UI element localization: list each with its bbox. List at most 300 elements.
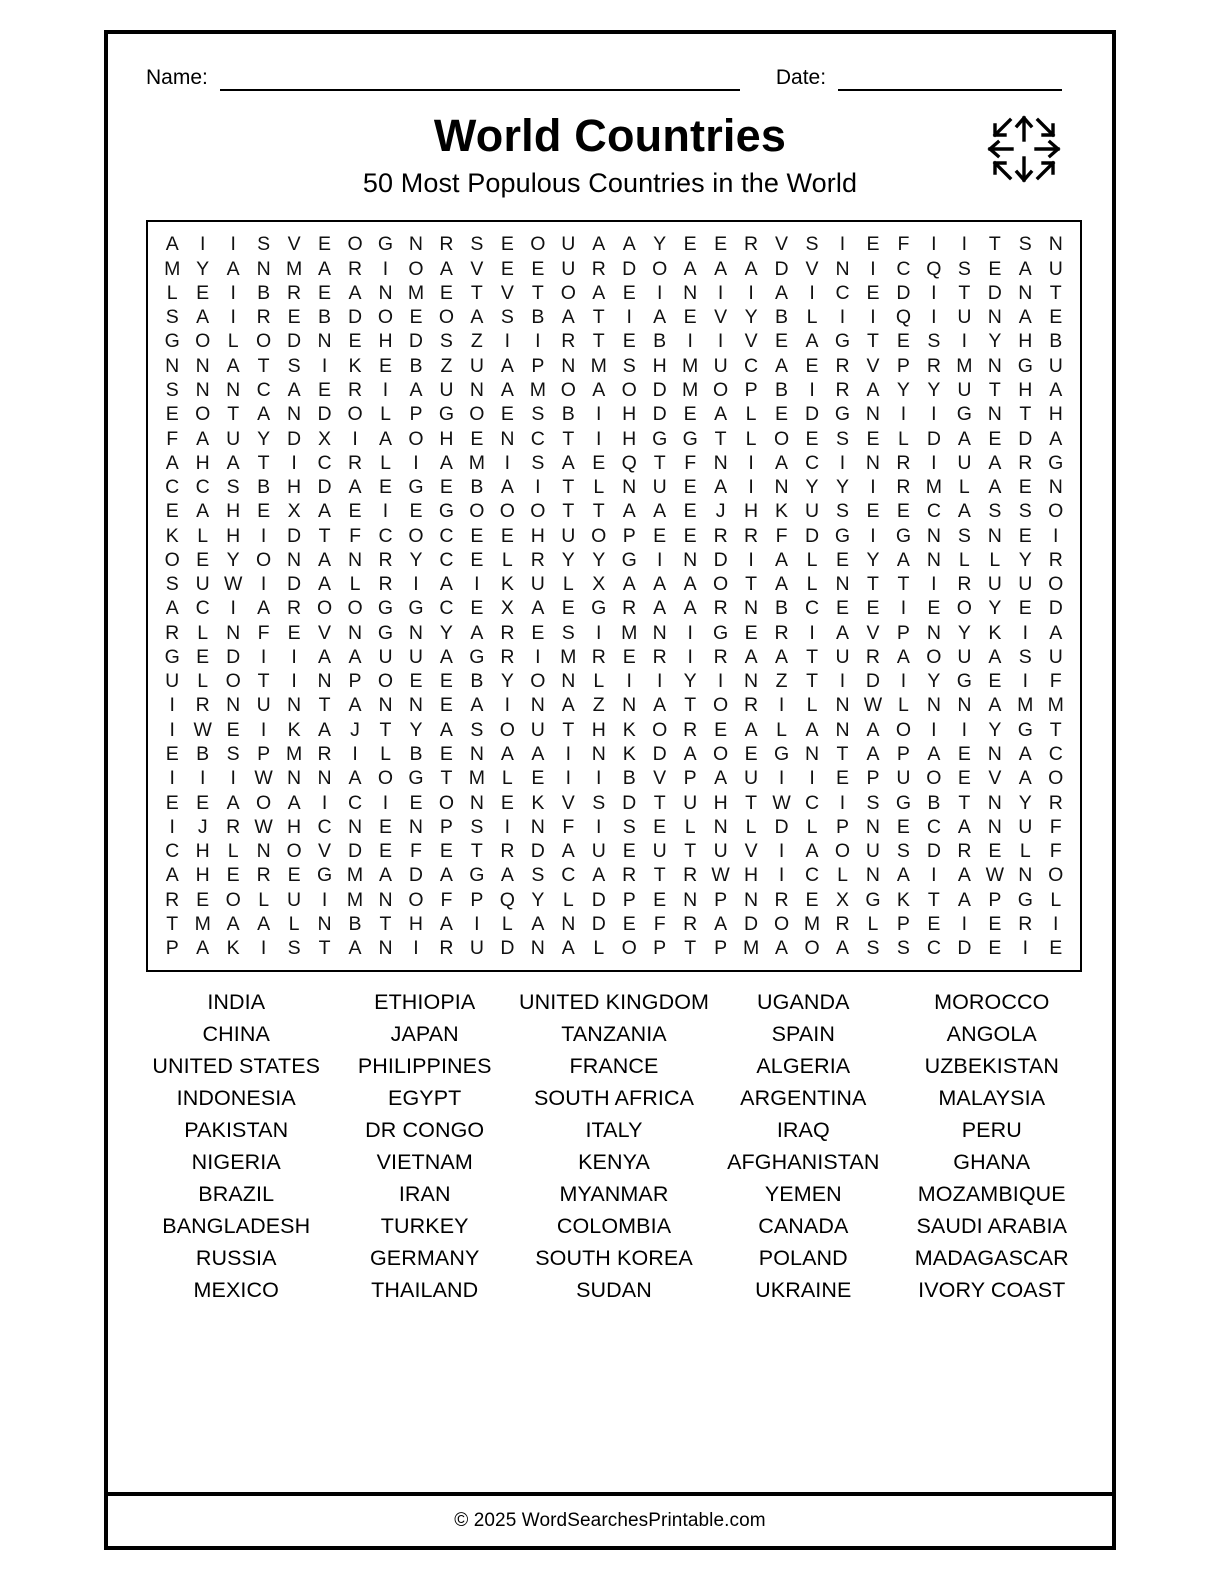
grid-cell[interactable]: U	[957, 378, 972, 401]
grid-cell[interactable]: E	[561, 597, 575, 620]
grid-cell[interactable]: U	[561, 524, 576, 547]
grid-cell[interactable]: P	[835, 815, 849, 838]
grid-cell[interactable]: N	[957, 694, 972, 717]
grid-cell[interactable]: L	[562, 573, 574, 596]
grid-cell[interactable]: R	[713, 645, 728, 668]
grid-cell[interactable]: N	[835, 694, 850, 717]
grid-cell[interactable]: I	[199, 233, 206, 256]
grid-cell[interactable]: I	[321, 791, 328, 814]
grid-cell[interactable]: N	[591, 742, 606, 765]
grid-cell[interactable]: I	[931, 451, 937, 474]
grid-cell[interactable]: E	[500, 524, 514, 547]
grid-cell[interactable]: U	[957, 306, 972, 329]
grid-cell[interactable]: I	[230, 233, 236, 256]
grid-cell[interactable]: E	[957, 767, 971, 790]
grid-cell[interactable]: J	[197, 815, 208, 838]
grid-cell[interactable]: E	[896, 330, 910, 353]
grid-cell[interactable]: A	[348, 476, 362, 499]
grid-cell[interactable]: H	[744, 500, 759, 523]
grid-cell[interactable]: U	[957, 645, 972, 668]
grid-cell[interactable]: I	[961, 330, 968, 353]
grid-cell[interactable]: N	[561, 354, 576, 377]
grid-cell[interactable]: N	[622, 476, 637, 499]
grid-cell[interactable]: A	[988, 476, 1002, 499]
grid-cell[interactable]: I	[230, 281, 236, 304]
grid-cell[interactable]: H	[652, 354, 667, 377]
grid-cell[interactable]: O	[926, 767, 942, 790]
grid-cell[interactable]: O	[1048, 573, 1064, 596]
grid-cell[interactable]: O	[713, 742, 729, 765]
grid-cell[interactable]: A	[1018, 306, 1032, 329]
grid-cell[interactable]: R	[347, 451, 363, 474]
grid-cell[interactable]: T	[958, 791, 971, 814]
grid-cell[interactable]: C	[195, 476, 210, 499]
grid-cell[interactable]: E	[470, 427, 484, 450]
grid-cell[interactable]: U	[652, 476, 667, 499]
grid-cell[interactable]: I	[260, 573, 267, 596]
grid-cell[interactable]: Y	[988, 718, 1002, 741]
grid-cell[interactable]: T	[531, 281, 544, 304]
grid-cell[interactable]: E	[592, 451, 606, 474]
grid-cell[interactable]: V	[500, 281, 514, 304]
grid-cell[interactable]: W	[985, 864, 1005, 887]
grid-cell[interactable]: C	[378, 524, 393, 547]
grid-cell[interactable]: U	[804, 500, 820, 523]
grid-cell[interactable]: N	[835, 573, 850, 596]
grid-cell[interactable]: V	[470, 257, 484, 280]
grid-cell[interactable]: B	[1049, 330, 1063, 353]
grid-cell[interactable]: D	[347, 306, 363, 329]
grid-cell[interactable]: A	[988, 645, 1002, 668]
grid-cell[interactable]: A	[378, 864, 392, 887]
word-list-item[interactable]: ANGOLA	[946, 1022, 1037, 1046]
grid-cell[interactable]: A	[683, 257, 697, 280]
grid-cell[interactable]: M	[1017, 694, 1034, 717]
grid-cell[interactable]: I	[900, 670, 907, 693]
grid-cell[interactable]: O	[560, 378, 576, 401]
grid-cell[interactable]: N	[378, 694, 393, 717]
grid-cell[interactable]: E	[409, 306, 423, 329]
grid-cell[interactable]: I	[474, 912, 480, 935]
grid-cell[interactable]: U	[1018, 815, 1033, 838]
grid-cell[interactable]: E	[409, 500, 423, 523]
grid-cell[interactable]: T	[653, 864, 666, 887]
grid-cell[interactable]: N	[987, 306, 1002, 329]
grid-cell[interactable]: B	[348, 912, 362, 935]
grid-cell[interactable]: E	[196, 645, 210, 668]
word-list-item[interactable]: TURKEY	[380, 1214, 469, 1238]
grid-cell[interactable]: E	[165, 742, 179, 765]
grid-cell[interactable]: E	[378, 354, 392, 377]
grid-cell[interactable]: L	[349, 573, 361, 596]
grid-cell[interactable]: T	[257, 670, 270, 693]
word-list-item[interactable]: EGYPT	[388, 1086, 462, 1110]
grid-cell[interactable]: I	[748, 548, 754, 571]
grid-cell[interactable]: H	[195, 451, 210, 474]
grid-cell[interactable]: N	[408, 694, 423, 717]
grid-cell[interactable]: I	[1022, 937, 1028, 960]
grid-cell[interactable]: I	[260, 718, 267, 741]
grid-cell[interactable]: B	[775, 378, 789, 401]
grid-cell[interactable]: E	[714, 718, 728, 741]
grid-cell[interactable]: A	[866, 742, 880, 765]
grid-cell[interactable]: A	[348, 281, 362, 304]
grid-cell[interactable]: T	[562, 500, 575, 523]
grid-cell[interactable]: O	[408, 888, 424, 911]
grid-cell[interactable]: I	[931, 718, 937, 741]
grid-cell[interactable]: R	[865, 645, 880, 668]
grid-cell[interactable]: N	[987, 815, 1002, 838]
grid-cell[interactable]: L	[593, 937, 605, 960]
grid-cell[interactable]: E	[439, 281, 453, 304]
grid-cell[interactable]: M	[956, 354, 973, 377]
grid-cell[interactable]: K	[348, 354, 362, 377]
grid-cell[interactable]: A	[714, 476, 728, 499]
grid-cell[interactable]: H	[378, 330, 393, 353]
grid-cell[interactable]: M	[194, 912, 211, 935]
grid-cell[interactable]: H	[622, 427, 637, 450]
grid-cell[interactable]: I	[413, 451, 419, 474]
grid-cell[interactable]: A	[592, 378, 606, 401]
grid-cell[interactable]: O	[164, 548, 180, 571]
grid-cell[interactable]: O	[591, 524, 607, 547]
grid-cell[interactable]: R	[317, 742, 332, 765]
grid-cell[interactable]: I	[504, 815, 511, 838]
grid-cell[interactable]: N	[317, 767, 332, 790]
grid-cell[interactable]: O	[773, 427, 790, 450]
grid-cell[interactable]: R	[683, 718, 698, 741]
word-list-item[interactable]: SOUTH KOREA	[535, 1246, 693, 1270]
grid-cell[interactable]: A	[531, 912, 545, 935]
grid-cell[interactable]: Q	[895, 306, 911, 329]
grid-cell[interactable]: U	[865, 840, 880, 863]
grid-cell[interactable]: N	[226, 621, 241, 644]
grid-cell[interactable]: A	[409, 378, 423, 401]
grid-cell[interactable]: S	[531, 864, 545, 887]
grid-cell[interactable]: I	[596, 815, 602, 838]
grid-cell[interactable]: N	[530, 937, 545, 960]
grid-cell[interactable]: E	[988, 937, 1002, 960]
grid-cell[interactable]: L	[593, 476, 605, 499]
grid-cell[interactable]: I	[321, 354, 328, 377]
word-list-item[interactable]: UNITED KINGDOM	[518, 990, 710, 1014]
grid-cell[interactable]: Q	[621, 451, 637, 474]
grid-cell[interactable]: A	[531, 597, 545, 620]
grid-cell[interactable]: I	[352, 742, 358, 765]
grid-cell[interactable]: Y	[500, 670, 514, 693]
grid-cell[interactable]: E	[226, 864, 240, 887]
word-list-item[interactable]: POLAND	[758, 1246, 848, 1270]
grid-cell[interactable]: E	[835, 767, 849, 790]
grid-cell[interactable]: N	[378, 888, 393, 911]
grid-cell[interactable]: C	[926, 500, 941, 523]
grid-cell[interactable]: R	[530, 548, 545, 571]
grid-cell[interactable]: S	[470, 233, 484, 256]
word-list-item[interactable]: ALGERIA	[756, 1054, 851, 1078]
grid-cell[interactable]: D	[987, 281, 1002, 304]
word-search-grid[interactable]	[146, 220, 1082, 972]
grid-cell[interactable]: I	[839, 451, 846, 474]
grid-cell[interactable]: E	[805, 888, 819, 911]
grid-cell[interactable]: E	[1018, 597, 1032, 620]
grid-cell[interactable]: S	[866, 791, 880, 814]
grid-cell[interactable]: R	[835, 378, 850, 401]
grid-cell[interactable]: N	[561, 912, 576, 935]
grid-cell[interactable]: W	[863, 694, 883, 717]
grid-cell[interactable]: N	[530, 815, 545, 838]
grid-cell[interactable]: C	[439, 524, 454, 547]
grid-cell[interactable]: Z	[775, 670, 788, 693]
grid-cell[interactable]: C	[317, 451, 332, 474]
grid-cell[interactable]: I	[870, 257, 876, 280]
grid-cell[interactable]: E	[1018, 524, 1032, 547]
grid-cell[interactable]: H	[287, 476, 302, 499]
grid-cell[interactable]: S	[561, 621, 575, 644]
grid-cell[interactable]: C	[439, 597, 454, 620]
word-list-item[interactable]: VIETNAM	[376, 1150, 473, 1174]
grid-cell[interactable]: A	[653, 306, 667, 329]
grid-cell[interactable]: K	[287, 718, 301, 741]
grid-cell[interactable]: E	[439, 742, 453, 765]
grid-cell[interactable]: G	[438, 403, 454, 426]
grid-cell[interactable]: O	[530, 670, 546, 693]
grid-cell[interactable]: T	[684, 840, 697, 863]
grid-cell[interactable]: T	[318, 937, 331, 960]
grid-cell[interactable]: E	[196, 548, 210, 571]
grid-cell[interactable]: E	[409, 791, 423, 814]
grid-cell[interactable]: U	[896, 767, 911, 790]
grid-cell[interactable]: I	[778, 767, 785, 790]
grid-cell[interactable]: N	[835, 257, 850, 280]
grid-cell[interactable]: Y	[927, 378, 941, 401]
grid-cell[interactable]: D	[530, 840, 545, 863]
grid-cell[interactable]: R	[195, 694, 210, 717]
grid-cell[interactable]: O	[895, 718, 911, 741]
grid-cell[interactable]: L	[806, 815, 818, 838]
grid-cell[interactable]: T	[318, 694, 331, 717]
grid-cell[interactable]: U	[195, 573, 210, 596]
grid-cell[interactable]: S	[470, 718, 484, 741]
grid-cell[interactable]: A	[318, 645, 332, 668]
grid-cell[interactable]: W	[254, 767, 273, 790]
grid-cell[interactable]: A	[775, 281, 789, 304]
grid-cell[interactable]: J	[715, 500, 726, 523]
grid-cell[interactable]: P	[622, 888, 636, 911]
grid-cell[interactable]: I	[626, 670, 632, 693]
grid-cell[interactable]: P	[348, 670, 362, 693]
grid-cell[interactable]: A	[165, 451, 179, 474]
grid-cell[interactable]: K	[988, 621, 1002, 644]
grid-cell[interactable]: V	[866, 621, 880, 644]
grid-cell[interactable]: O	[256, 791, 272, 814]
grid-cell[interactable]: A	[348, 645, 362, 668]
grid-cell[interactable]: O	[1048, 500, 1064, 523]
grid-cell[interactable]: N	[561, 670, 576, 693]
grid-cell[interactable]: C	[1048, 742, 1063, 765]
grid-cell[interactable]: T	[927, 888, 940, 911]
grid-cell[interactable]: N	[744, 597, 759, 620]
grid-cell[interactable]: H	[195, 840, 210, 863]
grid-cell[interactable]: N	[347, 548, 363, 571]
grid-cell[interactable]: T	[562, 718, 575, 741]
grid-cell[interactable]: G	[377, 597, 394, 620]
grid-cell[interactable]: A	[744, 257, 758, 280]
grid-cell[interactable]: L	[593, 670, 605, 693]
grid-cell[interactable]: H	[591, 718, 606, 741]
grid-cell[interactable]: L	[806, 548, 818, 571]
grid-cell[interactable]: E	[622, 840, 636, 863]
grid-cell[interactable]: U	[256, 694, 271, 717]
grid-cell[interactable]: T	[592, 500, 605, 523]
grid-cell[interactable]: H	[226, 524, 241, 547]
grid-cell[interactable]: A	[835, 937, 849, 960]
grid-cell[interactable]: P	[409, 403, 423, 426]
grid-cell[interactable]: S	[287, 354, 301, 377]
grid-cell[interactable]: G	[865, 888, 881, 911]
grid-cell[interactable]: L	[380, 742, 391, 765]
grid-cell[interactable]: H	[744, 864, 759, 887]
grid-cell[interactable]: S	[622, 815, 636, 838]
grid-cell[interactable]: O	[408, 524, 424, 547]
grid-cell[interactable]: I	[321, 888, 328, 911]
grid-cell[interactable]: N	[1018, 281, 1033, 304]
grid-cell[interactable]: G	[1017, 354, 1033, 377]
grid-cell[interactable]: A	[775, 573, 789, 596]
grid-cell[interactable]: A	[561, 937, 575, 960]
letter-grid[interactable]	[157, 233, 1071, 961]
grid-cell[interactable]: E	[988, 670, 1002, 693]
grid-cell[interactable]: T	[592, 330, 605, 353]
grid-cell[interactable]: V	[775, 233, 789, 256]
grid-cell[interactable]: I	[931, 306, 937, 329]
grid-cell[interactable]: I	[565, 767, 571, 790]
grid-cell[interactable]: R	[500, 645, 515, 668]
word-list-item[interactable]: GHANA	[953, 1150, 1031, 1174]
grid-cell[interactable]: Y	[835, 476, 849, 499]
grid-cell[interactable]: N	[408, 815, 423, 838]
grid-cell[interactable]: A	[318, 257, 332, 280]
word-list-item[interactable]: PERU	[961, 1118, 1022, 1142]
grid-cell[interactable]: A	[714, 767, 728, 790]
grid-cell[interactable]: L	[501, 767, 513, 790]
grid-cell[interactable]: N	[347, 815, 363, 838]
grid-cell[interactable]: I	[169, 718, 175, 741]
grid-cell[interactable]: R	[835, 354, 850, 377]
grid-cell[interactable]: I	[900, 403, 907, 426]
grid-cell[interactable]: A	[348, 694, 362, 717]
grid-cell[interactable]: F	[409, 840, 422, 863]
grid-cell[interactable]: R	[744, 233, 759, 256]
grid-cell[interactable]: V	[287, 233, 301, 256]
grid-cell[interactable]: G	[438, 500, 454, 523]
grid-cell[interactable]: N	[987, 742, 1002, 765]
grid-cell[interactable]: M	[682, 378, 699, 401]
grid-cell[interactable]: A	[653, 597, 667, 620]
grid-cell[interactable]: G	[621, 548, 637, 571]
grid-cell[interactable]: D	[652, 742, 667, 765]
grid-cell[interactable]: V	[318, 840, 332, 863]
grid-cell[interactable]: E	[744, 742, 758, 765]
grid-cell[interactable]: W	[254, 815, 273, 838]
grid-cell[interactable]: R	[226, 815, 241, 838]
grid-cell[interactable]: A	[500, 742, 514, 765]
grid-cell[interactable]: K	[500, 573, 514, 596]
grid-cell[interactable]: L	[258, 888, 270, 911]
name-input-line[interactable]	[220, 69, 740, 91]
grid-cell[interactable]: U	[1048, 645, 1063, 668]
grid-cell[interactable]: Y	[653, 233, 667, 256]
grid-cell[interactable]: D	[226, 645, 241, 668]
grid-cell[interactable]: E	[957, 742, 971, 765]
grid-cell[interactable]: U	[1048, 354, 1063, 377]
grid-cell[interactable]: I	[596, 427, 602, 450]
grid-cell[interactable]: G	[316, 864, 333, 887]
grid-cell[interactable]: N	[226, 378, 241, 401]
grid-cell[interactable]: E	[531, 767, 545, 790]
grid-cell[interactable]: C	[744, 354, 759, 377]
grid-cell[interactable]: A	[775, 937, 789, 960]
grid-cell[interactable]: H	[622, 403, 637, 426]
grid-cell[interactable]: U	[530, 573, 545, 596]
grid-cell[interactable]: M	[621, 621, 638, 644]
grid-cell[interactable]: I	[230, 767, 236, 790]
grid-cell[interactable]: I	[230, 597, 236, 620]
grid-cell[interactable]: E	[988, 912, 1002, 935]
grid-cell[interactable]: E	[348, 330, 362, 353]
grid-cell[interactable]: G	[895, 524, 911, 547]
grid-cell[interactable]: E	[500, 233, 514, 256]
grid-cell[interactable]: E	[988, 257, 1002, 280]
grid-cell[interactable]: V	[866, 354, 880, 377]
grid-cell[interactable]: T	[379, 718, 392, 741]
grid-cell[interactable]: N	[469, 791, 484, 814]
grid-cell[interactable]: D	[652, 403, 667, 426]
grid-cell[interactable]: A	[226, 791, 240, 814]
word-list-item[interactable]: SAUDI ARABIA	[916, 1214, 1068, 1238]
grid-cell[interactable]: O	[225, 670, 241, 693]
grid-cell[interactable]: X	[592, 573, 606, 596]
grid-cell[interactable]: E	[866, 427, 880, 450]
grid-cell[interactable]: E	[714, 233, 728, 256]
grid-cell[interactable]: L	[380, 403, 391, 426]
grid-cell[interactable]: Y	[927, 670, 941, 693]
grid-cell[interactable]: S	[805, 233, 819, 256]
grid-cell[interactable]: Z	[440, 354, 453, 377]
grid-cell[interactable]: L	[227, 840, 239, 863]
grid-cell[interactable]: A	[775, 548, 789, 571]
grid-cell[interactable]: R	[622, 864, 637, 887]
grid-cell[interactable]: O	[652, 257, 668, 280]
grid-cell[interactable]: G	[164, 330, 180, 353]
grid-cell[interactable]: O	[195, 330, 211, 353]
grid-cell[interactable]: R	[896, 451, 911, 474]
grid-cell[interactable]: V	[714, 306, 728, 329]
grid-cell[interactable]: H	[195, 864, 210, 887]
word-list-item[interactable]: THAILAND	[371, 1278, 479, 1302]
word-list-item[interactable]: MYANMAR	[559, 1182, 669, 1206]
grid-cell[interactable]: C	[256, 378, 271, 401]
grid-cell[interactable]: O	[713, 694, 729, 717]
grid-cell[interactable]: R	[774, 621, 789, 644]
grid-cell[interactable]: R	[591, 257, 606, 280]
grid-cell[interactable]: A	[683, 597, 697, 620]
grid-cell[interactable]: A	[927, 742, 941, 765]
grid-cell[interactable]: X	[318, 427, 332, 450]
grid-cell[interactable]: C	[165, 476, 180, 499]
grid-cell[interactable]: Y	[805, 476, 819, 499]
word-list-item[interactable]: TANZANIA	[561, 1022, 667, 1046]
grid-cell[interactable]: A	[866, 718, 880, 741]
